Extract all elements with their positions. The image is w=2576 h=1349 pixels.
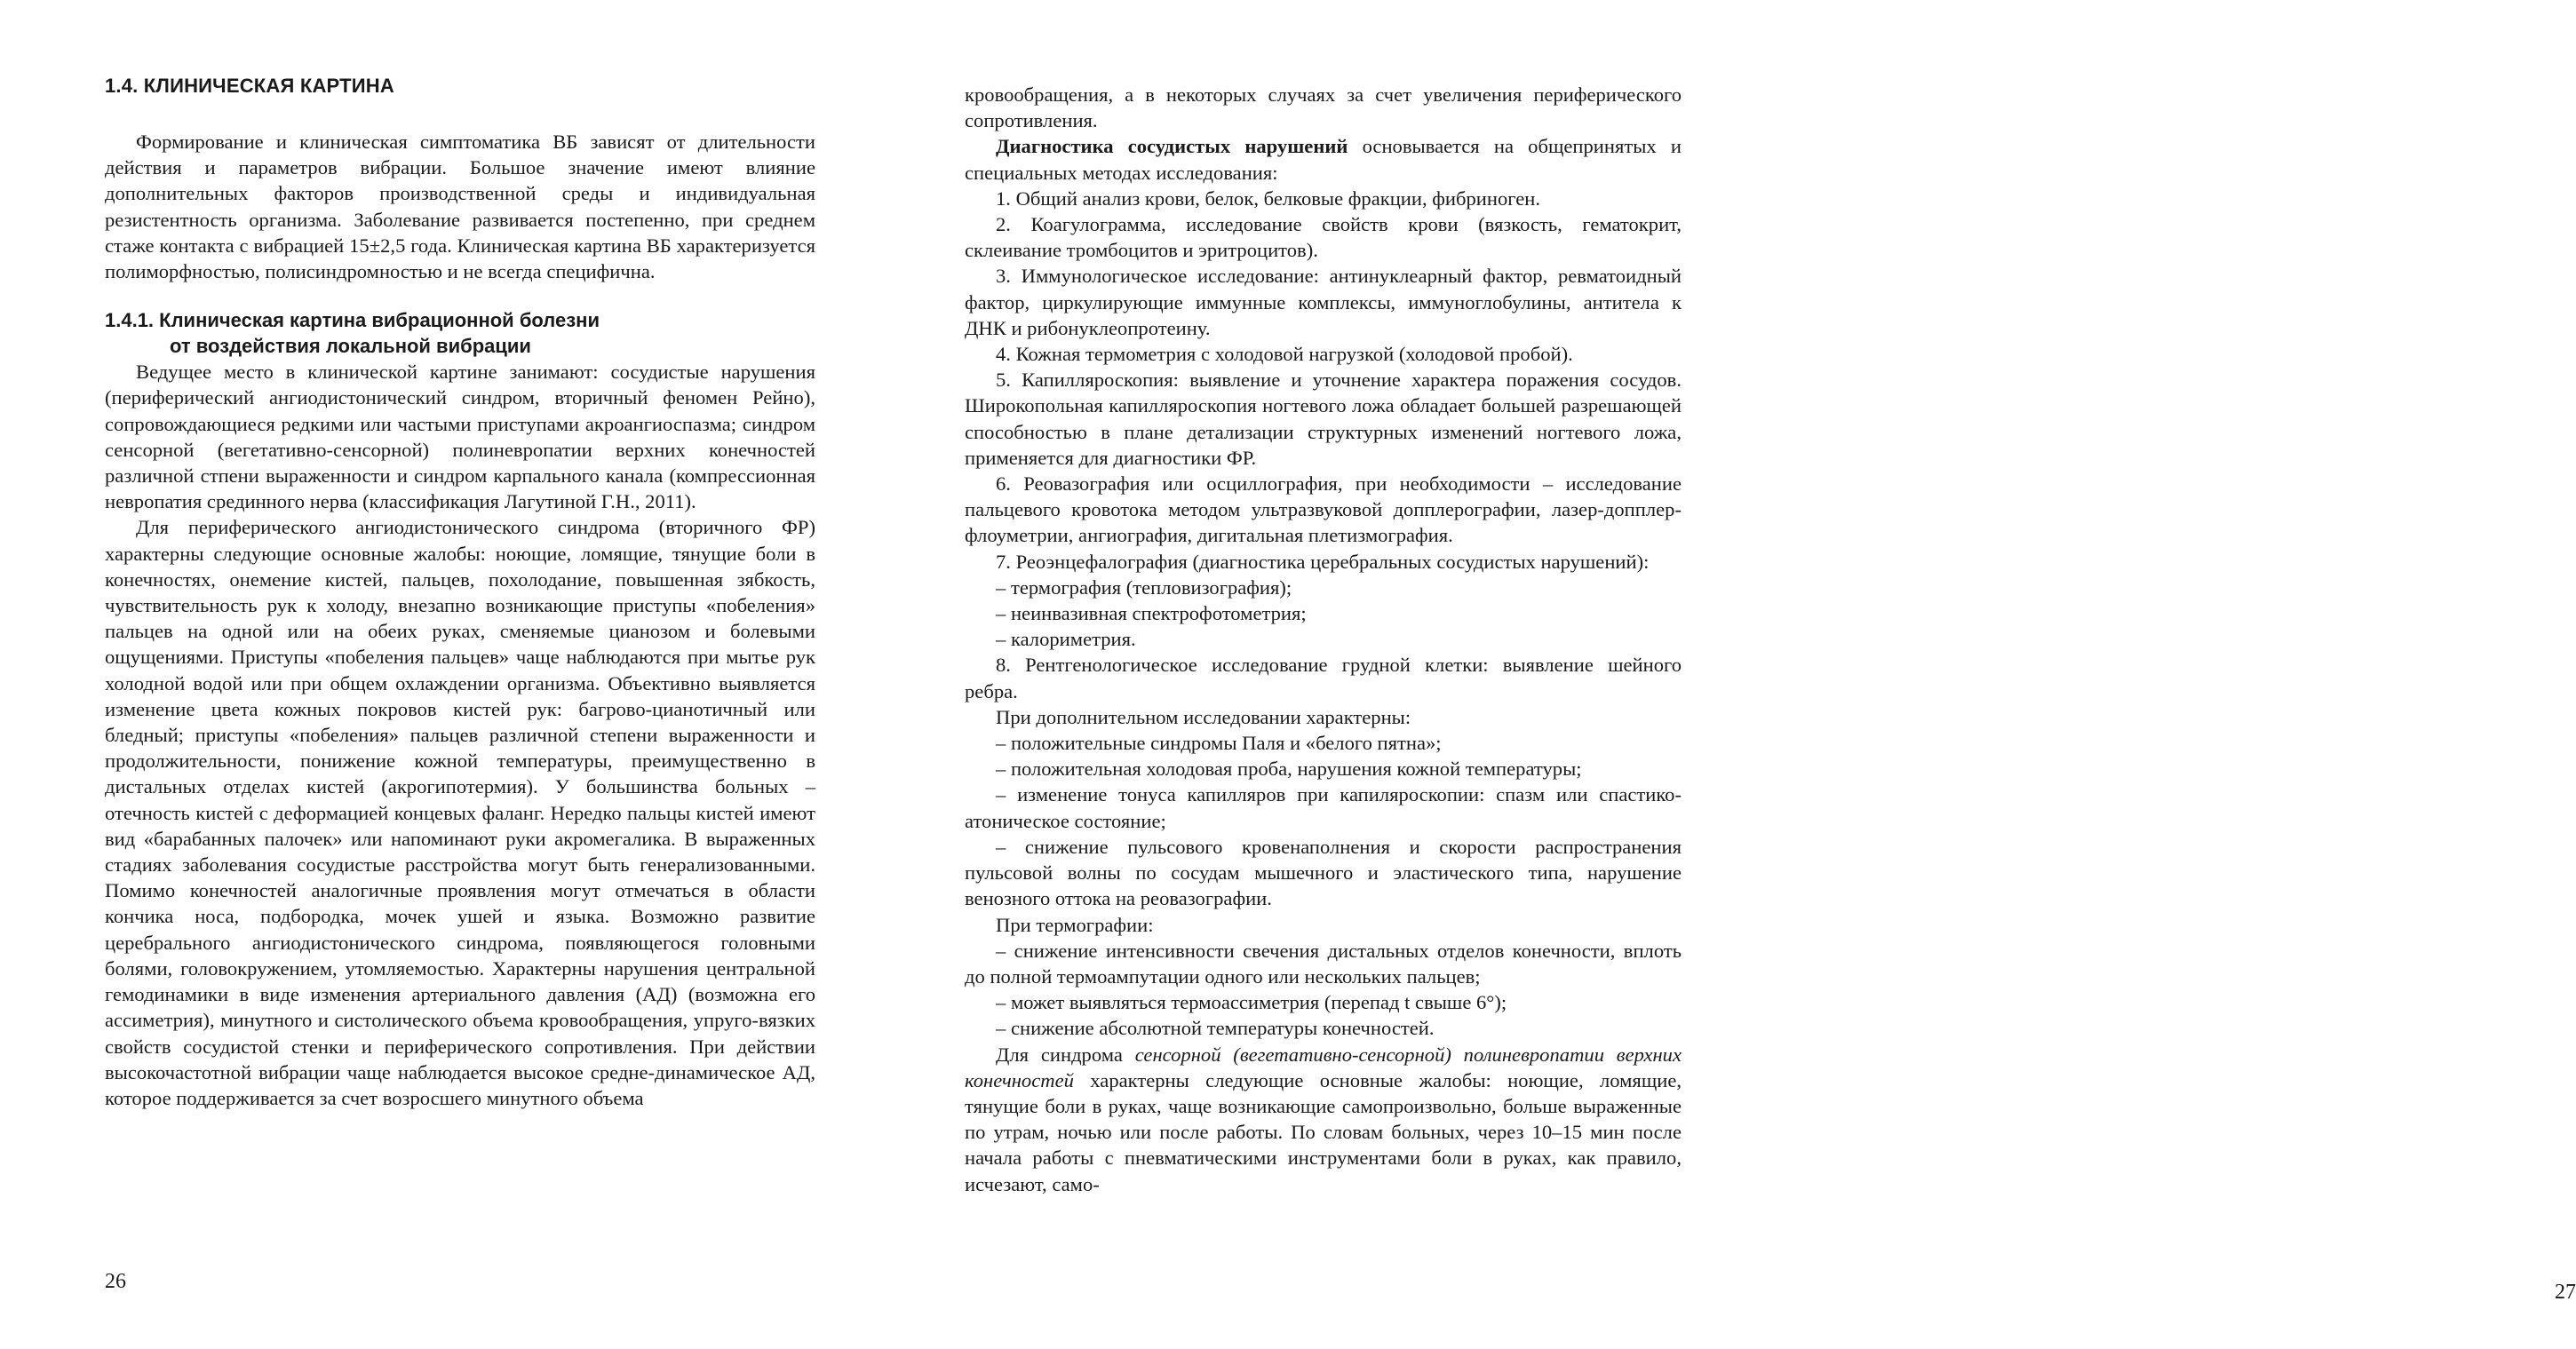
sublist-item: – термография (тепловизография); [996, 575, 1292, 599]
left-text-column [105, 73, 815, 1111]
diagnostics-text: основывается на общепринятых и специальных методах исследования: [965, 135, 1682, 184]
list-item: 4. Кожная термометрия с холодовой нагрузкой (холодовой пробой). [996, 343, 1573, 366]
list-item: 6. Реовазография или осциллография, при необходимости – исследование пальцевого кровотока методом ультразвуковой допплерографии, лазер-допплер-флоуметрии, ангиография, дигитальная плетизмография. [965, 472, 1682, 547]
body-paragraph: Ведущее место в клинической картине занимают: сосудистые нарушения (периферический ангиодистонический синдром, вторичный феномен Рейно), сопровождающиеся редкими или частыми приступами акроангиоспазма; синдром сенсорной (вегетативно-сенсорной) полиневропатии верхних конечностей различной стпени выраженности и синдром карпального канала (компрессионная невропатия срединного нерва (классификация Лагутиной Г.Н., 2011). [105, 361, 815, 513]
syndrome-text: характерны следующие основные жалобы: ноющие, ломящие, тянущие боли в руках, чаще возникающие самопроизвольно, больше выраженные по утрам, ночью или после работы. По словам больных, через 10–15 мин после начала работы с пневматическими инструментами боли в руках, как правило, исчезают, само- [965, 1068, 1682, 1195]
page-number-left: 26 [105, 1270, 126, 1293]
right-page [888, 0, 2576, 1349]
diagnostics-bold-term: Диагностика сосудистых нарушений [996, 135, 1348, 158]
left-page [0, 0, 888, 1349]
list-item: 3. Иммунологическое исследование: антинуклеарный фактор, ревматоидный фактор, циркулирующие иммунные комплексы, иммуноглобулины, антитела к ДНК и рибонуклеопротеину. [965, 265, 1682, 339]
page-number-right: 27 [2555, 1281, 2576, 1304]
thermo-item: – может выявляться термоассиметрия (перепад t свыше 6°); [996, 991, 1507, 1014]
additional-item: – положительная холодовая проба, нарушения кожной температуры; [996, 758, 1582, 781]
list-item: 7. Реоэнцефалография (диагностика церебральных сосудистых нарушений): [996, 550, 1650, 573]
sublist-item: – калориметрия. [996, 628, 1136, 651]
additional-item: – положительные синдромы Паля и «белого пятна»; [996, 732, 1442, 755]
additional-item: – снижение пульсового кровенаполнения и скорости распространения пульсовой волны по сосудам мышечного и эластического типа, нарушение венозного оттока на реовазографии. [965, 835, 1682, 910]
additional-intro: При дополнительном исследовании характерны: [996, 705, 1411, 728]
subsection-heading-line1: 1.4.1. Клиническая картина вибрационной болезни [105, 309, 600, 332]
intro-paragraph: Формирование и клиническая симптоматика ВБ зависят от длительности действия и параметров вибрации. Большое значение имеют влияние дополнительных факторов производственной среды и индивидуальная резистентность организма. Заболевание развивается постепенно, при среднем стаже контакта с вибрацией 15±2,5 года. Клиническая картина ВБ характеризуется полиморфностью, полисиндромностью и не всегда специфична. [105, 131, 815, 283]
list-item: 2. Коагулограмма, исследование свойств крови (вязкость, гематокрит, склеивание тромбоцитов и эритроцитов). [965, 213, 1682, 262]
list-item: 5. Капилляроскопия: выявление и уточнение характера поражения сосудов. Широкопольная капилляроскопия ногтевого ложа обладает большей разрешающей способностью в плане детализации структурных изменений ногтевого ложа, применяется для диагностики ФР. [965, 369, 1682, 469]
right-text-column [965, 82, 1682, 1197]
additional-item: – изменение тонуса капилляров при капиляроскопии: спазм или спастико-атоническое состояние; [965, 783, 1682, 832]
subsection-heading [105, 307, 815, 359]
thermo-intro: При термографии: [996, 913, 1154, 936]
thermo-item: – снижение абсолютной температуры конечностей. [996, 1017, 1435, 1040]
subsection-heading-line2: от воздействия локальной вибрации [170, 335, 531, 358]
list-item: 1. Общий анализ крови, белок, белковые фракции, фибриноген. [996, 186, 1541, 210]
syndrome-paragraph [965, 1042, 1682, 1197]
diagnostics-paragraph [965, 133, 1682, 185]
body-paragraph: Для периферического ангиодистонического синдрома (вторичного ФР) характерны следующие основные жалобы: ноющие, ломящие, тянущие боли в конечностях, онемение кистей, пальцев, похолодание, повышенная зябкость, чувствительность рук к холоду, внезапно возникающие приступы «побеления» пальцев на одной или на обеих руках, сменяемые цианозом и болевыми ощущениями. Приступы «побеления пальцев» чаще наблюдаются при мытье рук холодной водой или при общем охлаждении организма. Объективно выявляется изменение цвета кожных покровов кистей рук: багрово-цианотичный или бледный; приступы «побеления» пальцев различной степени выраженности и продолжительности, понижение кожной температуры, преимущественно в дистальных отделах кистей (акрогипотермия). У большинства больных – отечность кистей с деформацией концевых фаланг. Нередко пальцы кистей имеют вид «барабанных палочек» или напоминают руки акромегалика. В выраженных стадиях заболевания сосудистые расстройства могут быть генерализованными. Помимо конечностей аналогичные проявления могут отмечаться в области кончика носа, подбородка, мочек ушей и языка. Возможно развитие церебрального ангиодистонического синдрома, появляющегося головными болями, головокружением, утомляемостью. Характерны нарушения центральной гемодинамики в виде изменения артериального давления (АД) (возможна его ассиметрия), минутного и систолического объема кровообращения, упруго-вязких свойств сосудистой стенки и периферического сопротивления. При действии высокочастотной вибрации чаще наблюдается высокое средне-динамическое АД, которое поддерживается за счет возросшего минутного объема [105, 516, 815, 1109]
thermo-item: – снижение интенсивности свечения дистальных отделов конечности, вплоть до полной термоампутации одного или нескольких пальцев; [965, 939, 1682, 988]
list-item: 8. Рентгенологическое исследование грудной клетки: выявление шейного ребра. [965, 654, 1682, 702]
section-heading: 1.4. КЛИНИЧЕСКАЯ КАРТИНА [105, 75, 394, 97]
sublist-item: – неинвазивная спектрофотометрия; [996, 602, 1307, 625]
continuation-paragraph: кровообращения, а в некоторых случаях за счет увеличения периферического сопротивления. [965, 83, 1682, 132]
syndrome-lead: Для синдрома [996, 1043, 1135, 1066]
syndrome-italic-term: сенсорной (вегетативно-сенсорной) полиневропатии верхних конечностей [965, 1043, 1682, 1091]
